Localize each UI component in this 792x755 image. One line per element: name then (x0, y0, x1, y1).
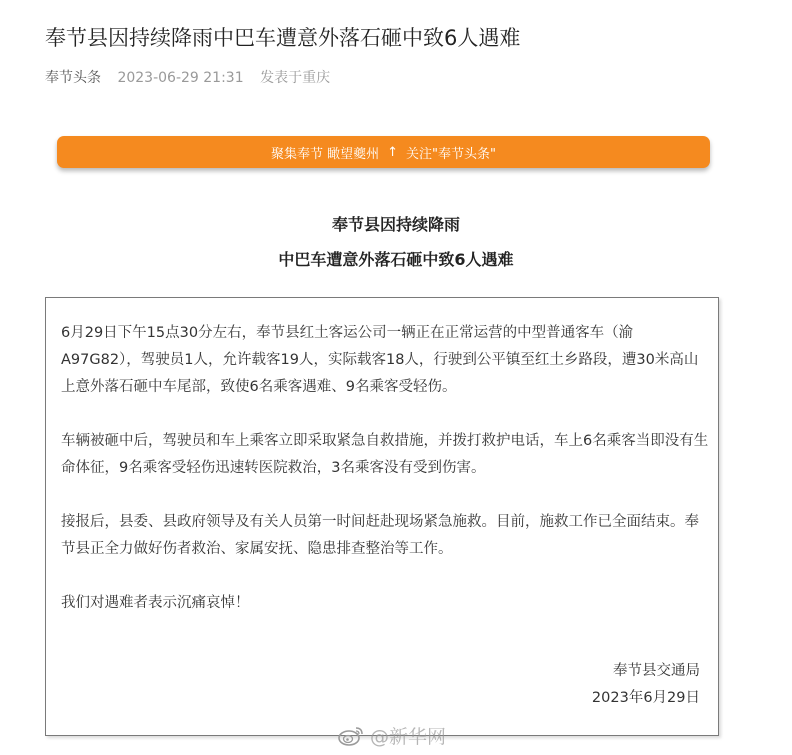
watermark (338, 722, 446, 749)
headline-line-1: 奉节县因持续降雨 (331, 215, 460, 234)
watermark-text: @新华网 (370, 726, 447, 748)
article-title: 奉节县因持续降雨中巴车遭意外落石砸中致6人遇难 (45, 26, 521, 50)
article-source-link[interactable]: 奉节头条 (45, 70, 101, 86)
banner-follow-text: 关注"奉节头条" (406, 146, 496, 162)
up-arrow-icon: ↑ (387, 144, 399, 160)
signature-org: 奉节县交通局 (613, 663, 700, 679)
signature-date: 2023年6月29日 (591, 690, 700, 706)
notice-box (45, 297, 719, 736)
headline-line-2: 中巴车遭意外落石砸中致6人遇难 (278, 250, 514, 269)
notice-paragraph: 6月29日下午15点30分左右，奉节县红土客运公司一辆正在正常运营的中型普通客车（渝 A97G82），驾驶员1人，允许载客19人，实际载客18人，行驶到公平镇至红土乡路段，遭30米高山上意外落石砸中车尾部，致使6名乘客遇难、9名乘客受轻伤。 (61, 325, 699, 395)
article-location: 发表于重庆 (260, 70, 331, 86)
article-meta (45, 67, 330, 87)
follow-banner[interactable] (57, 136, 710, 168)
notice-paragraph: 车辆被砸中后，驾驶员和车上乘客立即采取紧急自救措施，并拨打救护电话，车上6名乘客当即没有生命体征，9名乘客受轻伤迅速转医院救治，3名乘客没有受到伤害。 (61, 433, 709, 476)
notice-paragraph: 接报后，县委、县政府领导及有关人员第一时间赶赴现场紧急施救。目前，施救工作已全面结束。奉节县正全力做好伤者救治、家属安抚、隐患排查整治等工作。 (61, 514, 699, 557)
banner-slogan: 聚集奉节 瞰望夔州 (270, 146, 380, 162)
weibo-icon (338, 725, 364, 746)
article-datetime: 2023-06-29 21:31 (117, 70, 244, 86)
notice-paragraph: 我们对遇难者表示沉痛哀悼！ (61, 595, 250, 611)
